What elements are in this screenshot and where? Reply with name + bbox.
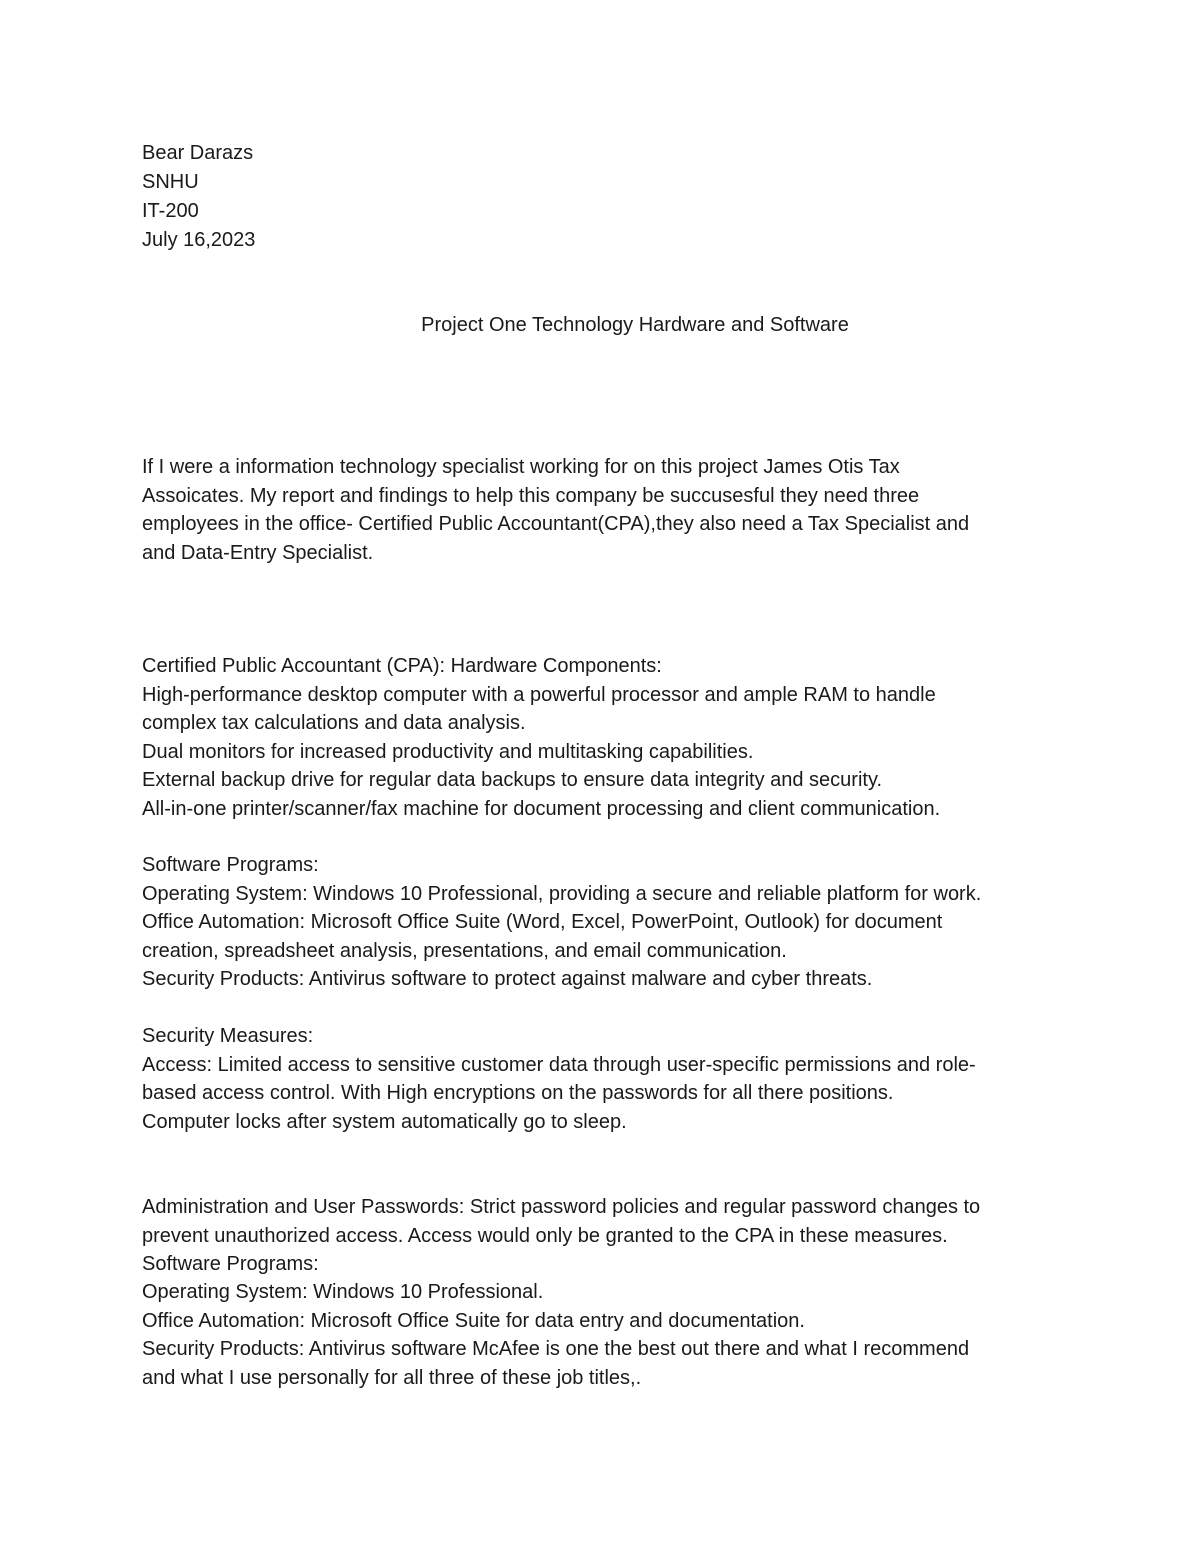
intro-line: and Data-Entry Specialist. [142, 542, 374, 564]
software-heading: Software Programs: [142, 854, 319, 876]
admin-software-heading: Software Programs: [142, 1253, 319, 1275]
security-line: Access: Limited access to sensitive customer data through user-specific permissions and role- [142, 1054, 976, 1076]
cpa-hardware-heading: Certified Public Accountant (CPA): Hardware Components: [142, 655, 662, 677]
software-line: Office Automation: Microsoft Office Suite (Word, Excel, PowerPoint, Outlook) for document [142, 911, 943, 933]
cpa-hardware-line: High-performance desktop computer with a powerful processor and ample RAM to handle [142, 684, 936, 706]
cpa-hardware-line: Dual monitors for increased productivity and multitasking capabilities. [142, 741, 754, 763]
course-code: IT-200 [142, 200, 199, 222]
document-date: July 16,2023 [142, 229, 256, 251]
cpa-hardware-line: External backup drive for regular data backups to ensure data integrity and security. [142, 769, 883, 791]
software-line: Security Products: Antivirus software to protect against malware and cyber threats. [142, 968, 873, 990]
admin-software-line: Office Automation: Microsoft Office Suite for data entry and documentation. [142, 1310, 805, 1332]
document-title: Project One Technology Hardware and Software [421, 314, 849, 336]
software-line: Operating System: Windows 10 Professional, providing a secure and reliable platform for work. [142, 883, 982, 905]
intro-line: employees in the office- Certified Public Accountant(CPA),they also need a Tax Specialist and [142, 513, 970, 535]
cpa-hardware-line: All-in-one printer/scanner/fax machine for document processing and client communication. [142, 798, 941, 820]
school-name: SNHU [142, 171, 199, 193]
admin-software-line: and what I use personally for all three of these job titles,. [142, 1367, 642, 1389]
software-line: creation, spreadsheet analysis, presentations, and email communication. [142, 940, 787, 962]
author-name: Bear Darazs [142, 142, 254, 164]
admin-passwords-line: prevent unauthorized access. Access would only be granted to the CPA in these measures. [142, 1225, 948, 1247]
admin-software-line: Security Products: Antivirus software McAfee is one the best out there and what I recommend [142, 1338, 970, 1360]
security-line: Computer locks after system automatically go to sleep. [142, 1111, 627, 1133]
admin-software-line: Operating System: Windows 10 Professional. [142, 1281, 544, 1303]
security-line: based access control. With High encryptions on the passwords for all there positions. [142, 1082, 894, 1104]
intro-line: Assoicates. My report and findings to help this company be succusesful they need three [142, 485, 920, 507]
admin-passwords-line: Administration and User Passwords: Strict password policies and regular password changes to [142, 1196, 981, 1218]
cpa-hardware-line: complex tax calculations and data analysis. [142, 712, 526, 734]
intro-line: If I were a information technology specialist working for on this project James Otis Tax [142, 456, 900, 478]
security-heading: Security Measures: [142, 1025, 314, 1047]
